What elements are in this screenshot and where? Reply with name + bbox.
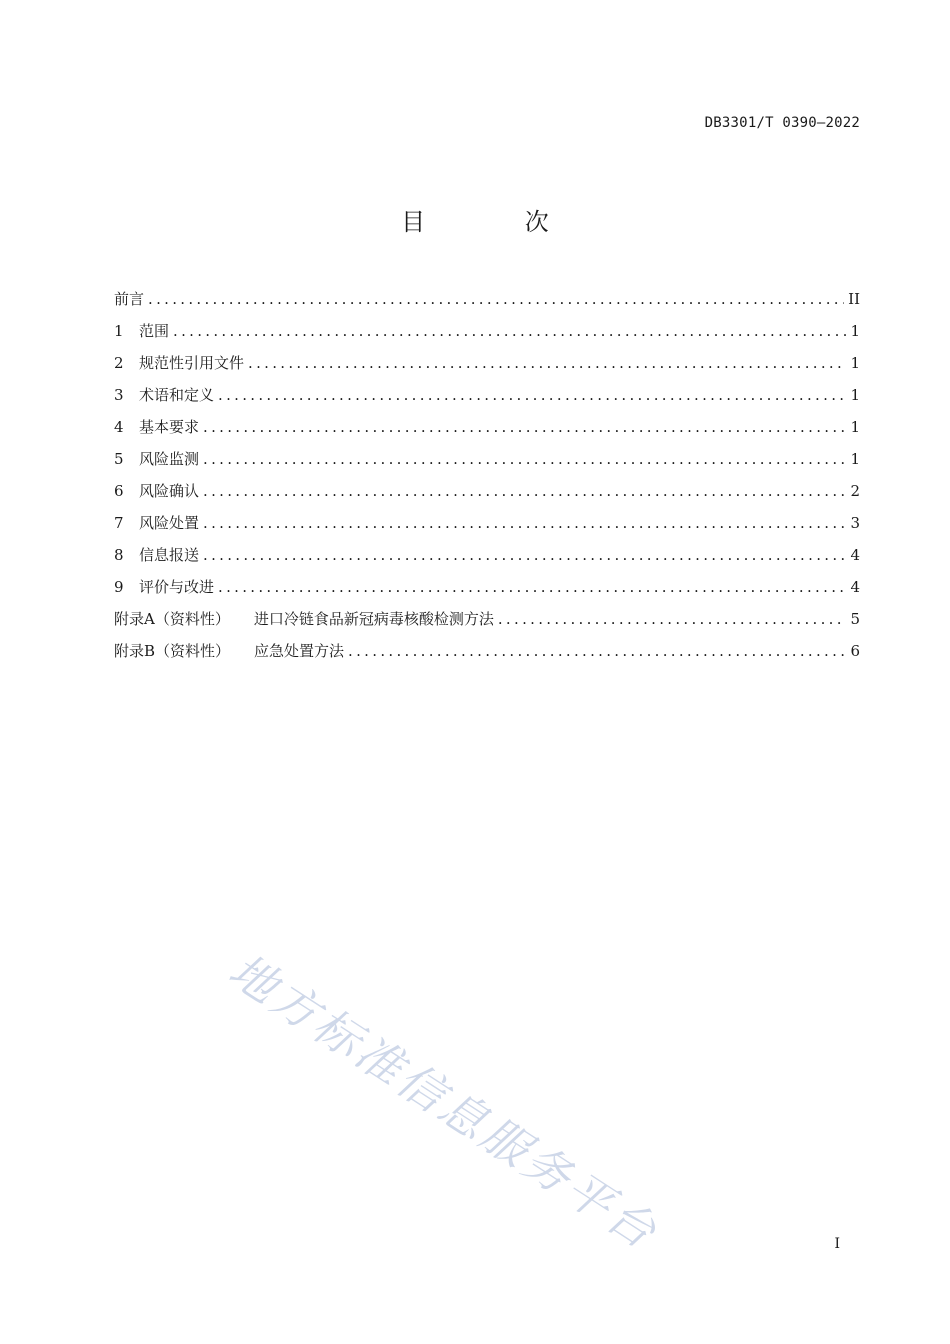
toc-entry-risk-monitoring[interactable]: [114, 448, 860, 480]
toc-entry-page: 1: [850, 354, 860, 372]
page-number: I: [834, 1236, 840, 1252]
toc-entry-number: 9: [114, 578, 124, 596]
toc-entry-page: 1: [850, 418, 860, 436]
toc-entry-page: 5: [850, 610, 860, 628]
toc-entry-page: 2: [850, 482, 860, 500]
toc-entry-label: 前言: [114, 290, 145, 308]
toc-leader-dots: [203, 514, 846, 532]
toc-entry-label: 风险监测: [139, 450, 200, 468]
toc-entry-label: 术语和定义: [139, 386, 215, 404]
watermark: 地方标准信息服务平台: [219, 942, 669, 1261]
toc-leader-dots: [218, 386, 846, 404]
toc-leader-dots: [203, 482, 846, 500]
toc-entry-page: 4: [850, 578, 860, 596]
toc-entry-normative-references[interactable]: [114, 352, 860, 384]
toc-leader-dots: [203, 546, 846, 564]
toc-entry-page: 4: [850, 546, 860, 564]
toc-entry-page: II: [848, 290, 860, 308]
table-of-contents: [114, 288, 860, 672]
toc-leader-dots: [203, 418, 846, 436]
toc-entry-label: 规范性引用文件: [139, 354, 245, 372]
toc-leader-dots: [498, 610, 846, 628]
toc-entry-label: 范围: [139, 322, 170, 340]
toc-entry-basic-requirements[interactable]: [114, 416, 860, 448]
toc-entry-number: 7: [114, 514, 124, 532]
toc-entry-number: 8: [114, 546, 124, 564]
toc-appendix-label: 附录B（资料性）: [114, 642, 231, 660]
toc-entry-label: 评价与改进: [139, 578, 215, 596]
toc-entry-number: 2: [114, 354, 124, 372]
toc-entry-risk-confirmation[interactable]: [114, 480, 860, 512]
toc-entry-number: 4: [114, 418, 124, 436]
toc-entry-number: 5: [114, 450, 124, 468]
toc-entry-page: 6: [850, 642, 860, 660]
toc-entry-information-reporting[interactable]: [114, 544, 860, 576]
page-title: 目 次: [401, 208, 595, 236]
toc-entry-risk-handling[interactable]: [114, 512, 860, 544]
toc-entry-appendix-b[interactable]: [114, 640, 860, 672]
toc-entry-page: 1: [850, 322, 860, 340]
toc-entry-label: 基本要求: [139, 418, 200, 436]
toc-appendix-title: 应急处置方法: [254, 642, 345, 660]
toc-entry-page: 1: [850, 386, 860, 404]
toc-entry-appendix-a[interactable]: [114, 608, 860, 640]
toc-entry-preface[interactable]: [114, 288, 860, 320]
toc-leader-dots: [218, 578, 846, 596]
toc-entry-page: 1: [850, 450, 860, 468]
toc-entry-number: 6: [114, 482, 124, 500]
toc-leader-dots: [148, 290, 844, 308]
toc-appendix-label: 附录A（资料性）: [114, 610, 230, 628]
toc-entry-label: 风险确认: [139, 482, 200, 500]
toc-leader-dots: [348, 642, 846, 660]
toc-appendix-title: 进口冷链食品新冠病毒核酸检测方法: [253, 610, 494, 628]
toc-entry-scope[interactable]: [114, 320, 860, 352]
toc-entry-terms-definitions[interactable]: [114, 384, 860, 416]
toc-leader-dots: [203, 450, 846, 468]
toc-entry-page: 3: [850, 514, 860, 532]
toc-entry-label: 风险处置: [139, 514, 200, 532]
toc-entry-number: 1: [114, 322, 124, 340]
document-code: DB3301/T 0390—2022: [704, 115, 860, 131]
toc-leader-dots: [173, 322, 846, 340]
toc-entry-label: 信息报送: [139, 546, 200, 564]
toc-entry-evaluation-improvement[interactable]: [114, 576, 860, 608]
toc-entry-number: 3: [114, 386, 124, 404]
toc-leader-dots: [248, 354, 846, 372]
